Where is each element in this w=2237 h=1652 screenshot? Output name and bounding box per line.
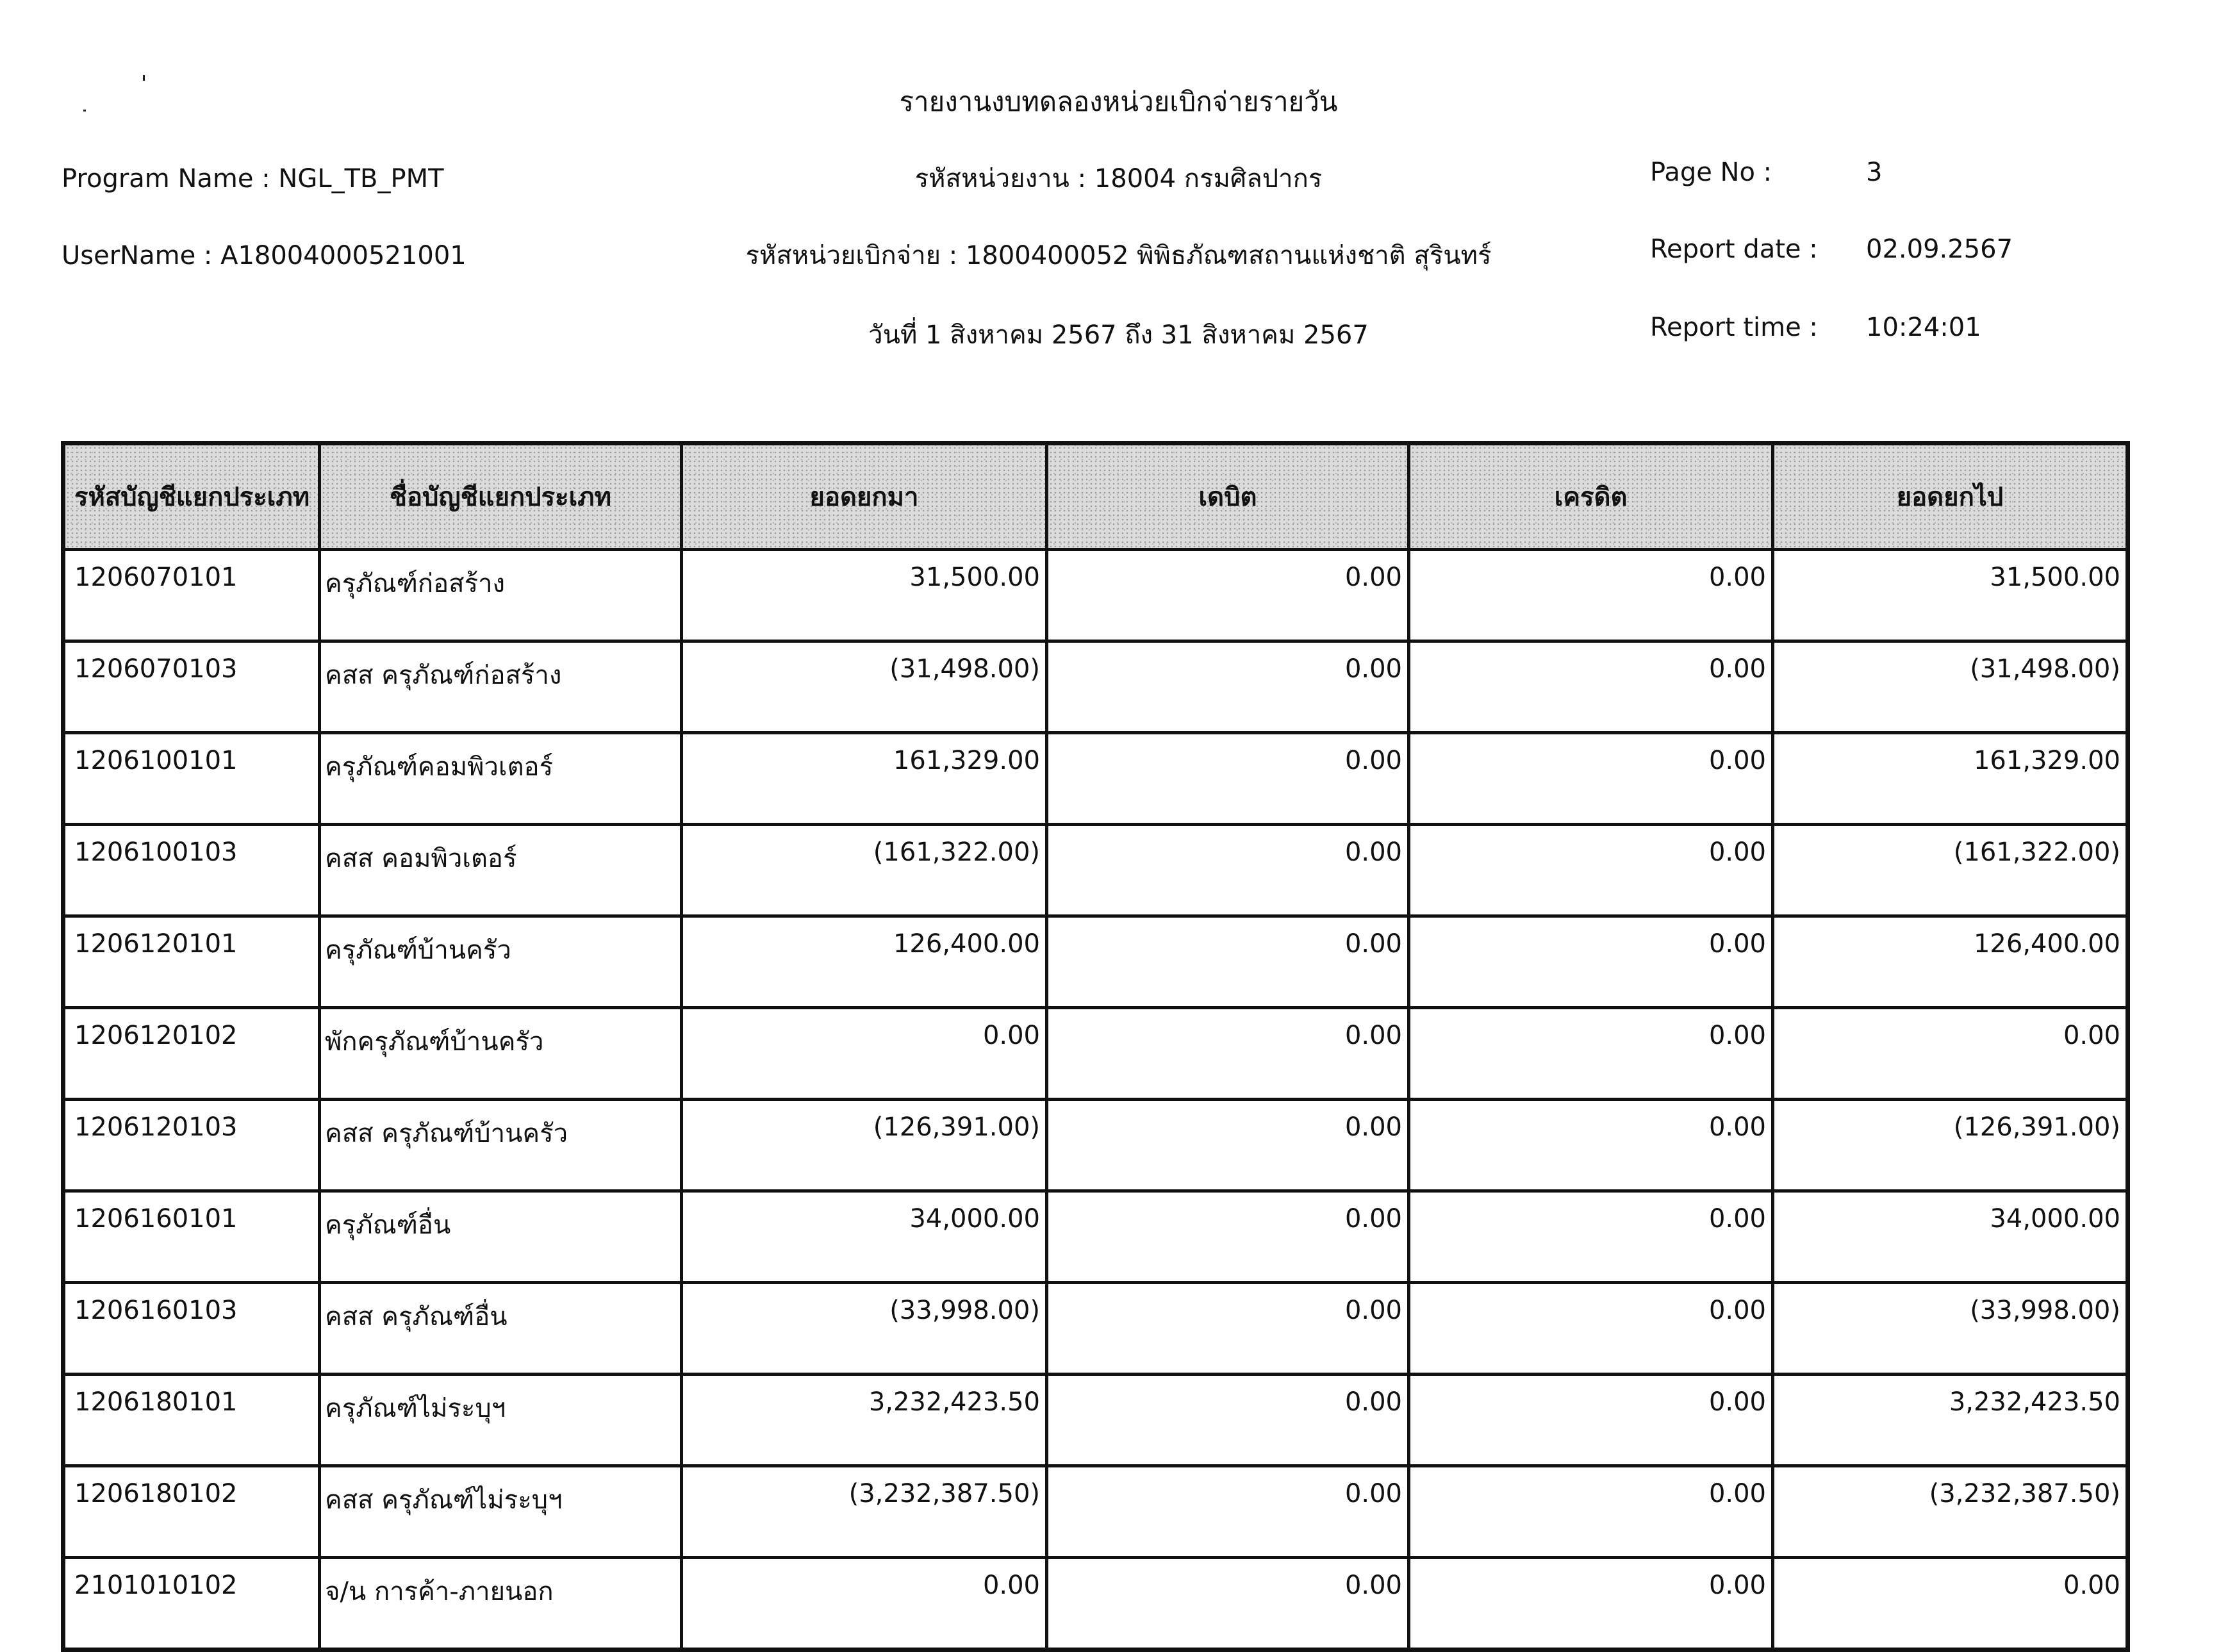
opening-balance-cell: 3,232,423.50: [682, 1375, 1047, 1466]
closing-balance-cell: (31,498.00): [1773, 641, 2128, 733]
opening-balance-cell: 161,329.00: [682, 733, 1047, 825]
account-name-cell: ครุภัณฑ์คอมพิวเตอร์: [320, 733, 682, 825]
table-header-row: [63, 443, 2128, 550]
closing-balance-cell: (3,232,387.50): [1773, 1466, 2128, 1558]
account-code-cell: 1206120101: [63, 916, 320, 1008]
credit-cell: 0.00: [1409, 641, 1773, 733]
page-no-value: 3: [1866, 158, 1883, 187]
account-name-cell: คสส ครุภัณฑ์ไม่ระบุฯ: [320, 1466, 682, 1558]
table-row: [63, 550, 2128, 641]
account-code-cell: 2101010102: [63, 1558, 320, 1650]
credit-cell: 0.00: [1409, 825, 1773, 916]
closing-balance-cell: 34,000.00: [1773, 1191, 2128, 1283]
column-header-debit: เดบิต: [1047, 443, 1409, 550]
account-name-cell: ครุภัณฑ์อื่น: [320, 1191, 682, 1283]
debit-cell: 0.00: [1047, 1558, 1409, 1650]
debit-cell: 0.00: [1047, 916, 1409, 1008]
debit-cell: 0.00: [1047, 1375, 1409, 1466]
column-header-account-code: รหัสบัญชีแยกประเภท: [63, 443, 320, 550]
credit-cell: 0.00: [1409, 1191, 1773, 1283]
account-name-cell: คสส ครุภัณฑ์อื่น: [320, 1283, 682, 1375]
closing-balance-cell: 161,329.00: [1773, 733, 2128, 825]
debit-cell: 0.00: [1047, 550, 1409, 641]
opening-balance-cell: 0.00: [682, 1008, 1047, 1100]
agency-line: รหัสหน่วยงาน : 18004 กรมศิลปากร: [914, 164, 1323, 194]
program-name: Program Name : NGL_TB_PMT: [62, 164, 444, 194]
debit-cell: 0.00: [1047, 641, 1409, 733]
credit-cell: 0.00: [1409, 1375, 1773, 1466]
closing-balance-cell: 0.00: [1773, 1008, 2128, 1100]
opening-balance-cell: (33,998.00): [682, 1283, 1047, 1375]
column-header-account-name: ชื่อบัญชีแยกประเภท: [320, 443, 682, 550]
credit-cell: 0.00: [1409, 916, 1773, 1008]
table-body: [63, 550, 2128, 1650]
column-header-credit: เครดิต: [1409, 443, 1773, 550]
debit-cell: 0.00: [1047, 1008, 1409, 1100]
credit-cell: 0.00: [1409, 1283, 1773, 1375]
closing-balance-cell: (161,322.00): [1773, 825, 2128, 916]
report-time-value: 10:24:01: [1866, 313, 1981, 342]
report-date-value: 02.09.2567: [1866, 235, 2013, 264]
opening-balance-cell: (126,391.00): [682, 1100, 1047, 1191]
table-row: [63, 733, 2128, 825]
account-code-cell: 1206070103: [63, 641, 320, 733]
account-code-cell: 1206180102: [63, 1466, 320, 1558]
opening-balance-cell: 31,500.00: [682, 550, 1047, 641]
opening-balance-cell: (161,322.00): [682, 825, 1047, 916]
credit-cell: 0.00: [1409, 550, 1773, 641]
closing-balance-cell: 3,232,423.50: [1773, 1375, 2128, 1466]
table-row: [63, 1100, 2128, 1191]
opening-balance-cell: (3,232,387.50): [682, 1466, 1047, 1558]
credit-cell: 0.00: [1409, 1008, 1773, 1100]
disbursing-unit-line: รหัสหน่วยเบิกจ่าย : 1800400052 พิพิธภัณฑสถานแห่งชาติ สุรินทร์: [745, 241, 1492, 270]
report-date-label: Report date :: [1650, 235, 1818, 264]
account-name-cell: คสส คอมพิวเตอร์: [320, 825, 682, 916]
credit-cell: 0.00: [1409, 733, 1773, 825]
closing-balance-cell: 126,400.00: [1773, 916, 2128, 1008]
opening-balance-cell: 126,400.00: [682, 916, 1047, 1008]
report-time-label: Report time :: [1650, 313, 1818, 342]
credit-cell: 0.00: [1409, 1100, 1773, 1191]
trial-balance-table: [61, 441, 2130, 1652]
opening-balance-cell: 34,000.00: [682, 1191, 1047, 1283]
account-code-cell: 1206160101: [63, 1191, 320, 1283]
account-name-cell: จ/น การค้า-ภายนอก: [320, 1558, 682, 1650]
debit-cell: 0.00: [1047, 1100, 1409, 1191]
account-code-cell: 1206160103: [63, 1283, 320, 1375]
account-code-cell: 1206120102: [63, 1008, 320, 1100]
table-row: [63, 1008, 2128, 1100]
closing-balance-cell: 31,500.00: [1773, 550, 2128, 641]
debit-cell: 0.00: [1047, 1466, 1409, 1558]
table-row: [63, 916, 2128, 1008]
account-name-cell: คสส ครุภัณฑ์ก่อสร้าง: [320, 641, 682, 733]
debit-cell: 0.00: [1047, 1283, 1409, 1375]
credit-cell: 0.00: [1409, 1558, 1773, 1650]
table-row: [63, 1466, 2128, 1558]
account-name-cell: พักครุภัณฑ์บ้านครัว: [320, 1008, 682, 1100]
account-code-cell: 1206070101: [63, 550, 320, 641]
opening-balance-cell: 0.00: [682, 1558, 1047, 1650]
account-name-cell: ครุภัณฑ์ไม่ระบุฯ: [320, 1375, 682, 1466]
table-row: [63, 641, 2128, 733]
period-line: วันที่ 1 สิงหาคม 2567 ถึง 31 สิงหาคม 2567: [868, 320, 1369, 350]
page-no-label: Page No :: [1650, 158, 1772, 187]
column-header-closing-balance: ยอดยกไป: [1773, 443, 2128, 550]
table-row: [63, 1191, 2128, 1283]
account-name-cell: ครุภัณฑ์บ้านครัว: [320, 916, 682, 1008]
column-header-opening-balance: ยอดยกมา: [682, 443, 1047, 550]
closing-balance-cell: (126,391.00): [1773, 1100, 2128, 1191]
debit-cell: 0.00: [1047, 1191, 1409, 1283]
scan-speck: [143, 75, 145, 81]
account-code-cell: 1206100101: [63, 733, 320, 825]
credit-cell: 0.00: [1409, 1466, 1773, 1558]
closing-balance-cell: 0.00: [1773, 1558, 2128, 1650]
table-row: [63, 1375, 2128, 1466]
account-name-cell: ครุภัณฑ์ก่อสร้าง: [320, 550, 682, 641]
debit-cell: 0.00: [1047, 825, 1409, 916]
report-title: รายงานงบทดลองหน่วยเบิกจ่ายรายวัน: [899, 86, 1338, 117]
account-name-cell: คสส ครุภัณฑ์บ้านครัว: [320, 1100, 682, 1191]
username: UserName : A18004000521001: [62, 241, 466, 270]
account-code-cell: 1206180101: [63, 1375, 320, 1466]
table-row: [63, 1558, 2128, 1650]
closing-balance-cell: (33,998.00): [1773, 1283, 2128, 1375]
table-row: [63, 825, 2128, 916]
table-row: [63, 1283, 2128, 1375]
account-code-cell: 1206120103: [63, 1100, 320, 1191]
debit-cell: 0.00: [1047, 733, 1409, 825]
account-code-cell: 1206100103: [63, 825, 320, 916]
opening-balance-cell: (31,498.00): [682, 641, 1047, 733]
